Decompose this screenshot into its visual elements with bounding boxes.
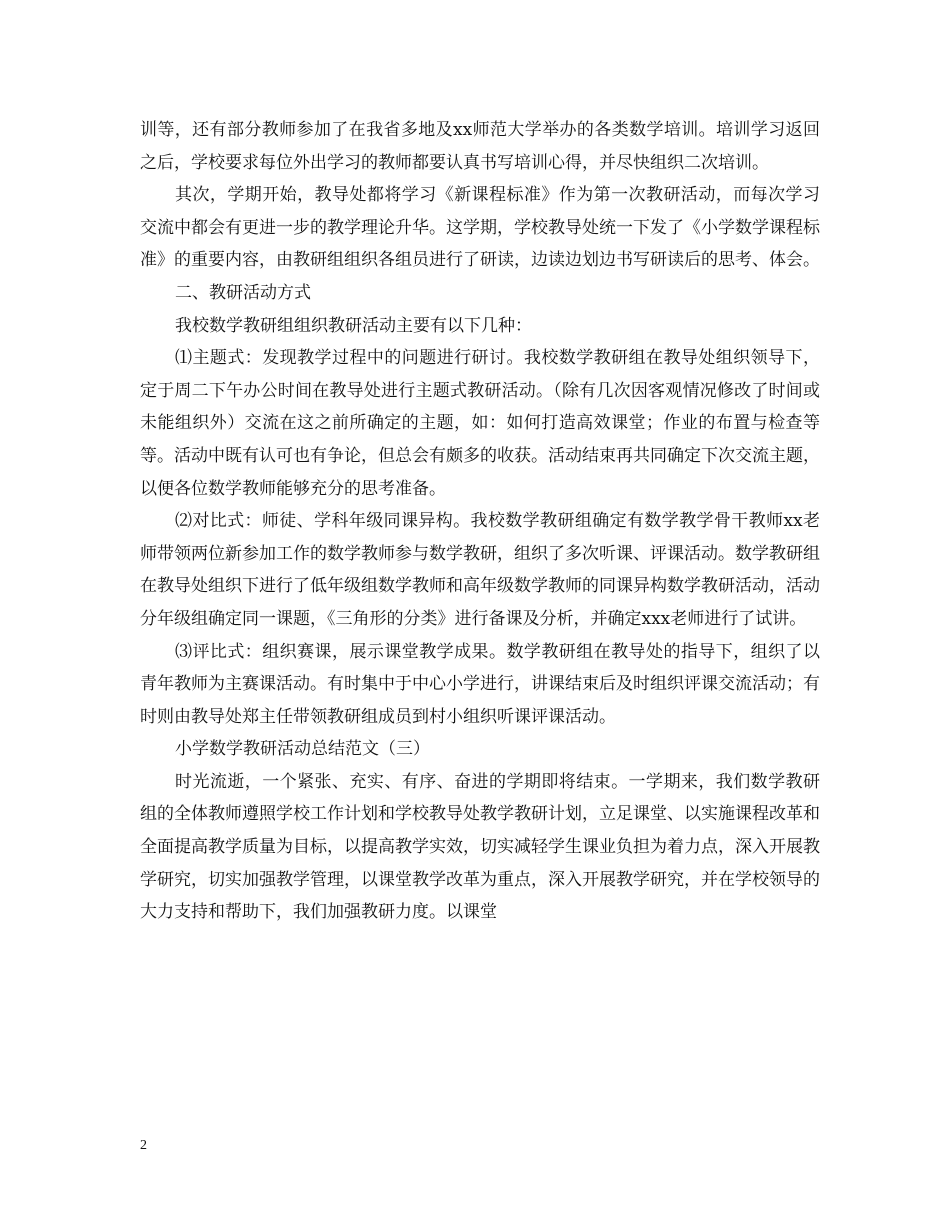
paragraph-9: 时光流逝，一个紧张、充实、有序、奋进的学期即将结束。一学期来，我们数学教研组的全体教师遵照学校工作计划和学校教导处教学教研计划，立足课堂、以实施课程改革和全面提高教学质量为目标，以提高教学实效，切实减轻学生课业负担为着力点，深入开展教学研究，切实加强教学管理，以课堂教学改革为重点，深入开展教学研究，并在学校领导的大力支持和帮助下，我们加强教研力度。以课堂 — [140, 771, 820, 923]
paragraph-4: 我校数学教研组组织教研活动主要有以下几种： — [175, 315, 532, 336]
paragraph-1: 训等，还有部分教师参加了在我省多地及xx师范大学举办的各类数学培训。培训学习返回之后，学校要求每位外出学习的教师都要认真书写培训心得，并尽快组织二次培训。 — [140, 120, 820, 173]
document-body — [140, 114, 820, 929]
page-number: 2 — [140, 1138, 147, 1153]
section-heading-3: 小学数学教研活动总结范文（三） — [175, 739, 430, 760]
paragraph-2: 其次，学期开始，教导处都将学习《新课程标准》作为第一次教研活动，而每次学习交流中都会有更进一步的教学理论升华。这学期，学校教导处统一下发了《小学数学课程标准》的重要内容，由教研组组织各组员进行了研读，边读边划边书写研读后的思考、体会。 — [140, 185, 820, 271]
section-heading-2: 二、教研活动方式 — [175, 282, 311, 303]
paragraph-7: ⑶评比式：组织赛课，展示课堂教学成果。数学教研组在教导处的指导下，组织了以青年教师为主赛课活动。有时集中于中心小学进行，讲课结束后及时组织评课交流活动；有时则由教导处郑主任带领教研组成员到村小组织听课评课活动。 — [140, 641, 820, 727]
paragraph-6: ⑵对比式：师徒、学科年级同课异构。我校数学教研组确定有数学教学骨干教师xx老师带领两位新参加工作的数学教师参与数学教研，组织了多次听课、评课活动。数学教研组在教导处组织下进行了低年级组数学教师和高年级数学教师的同课异构数学教研活动，活动分年级组确定同一课题，《三角形的分类》进行备课及分析，并确定xxx老师进行了试讲。 — [140, 511, 820, 629]
paragraph-5: ⑴主题式：发现教学过程中的问题进行研讨。我校数学教研组在教导处组织领导下，定于周二下午办公时间在教导处进行主题式教研活动。（除有几次因客观情况修改了时间或未能组织外）交流在这之前所确定的主题，如：如何打造高效课堂；作业的布置与检查等等。活动中既有认可也有争论，但总会有颇多的收获。活动结束再共同确定下次交流主题，以便各位数学教师能够充分的思考准备。 — [140, 348, 820, 499]
